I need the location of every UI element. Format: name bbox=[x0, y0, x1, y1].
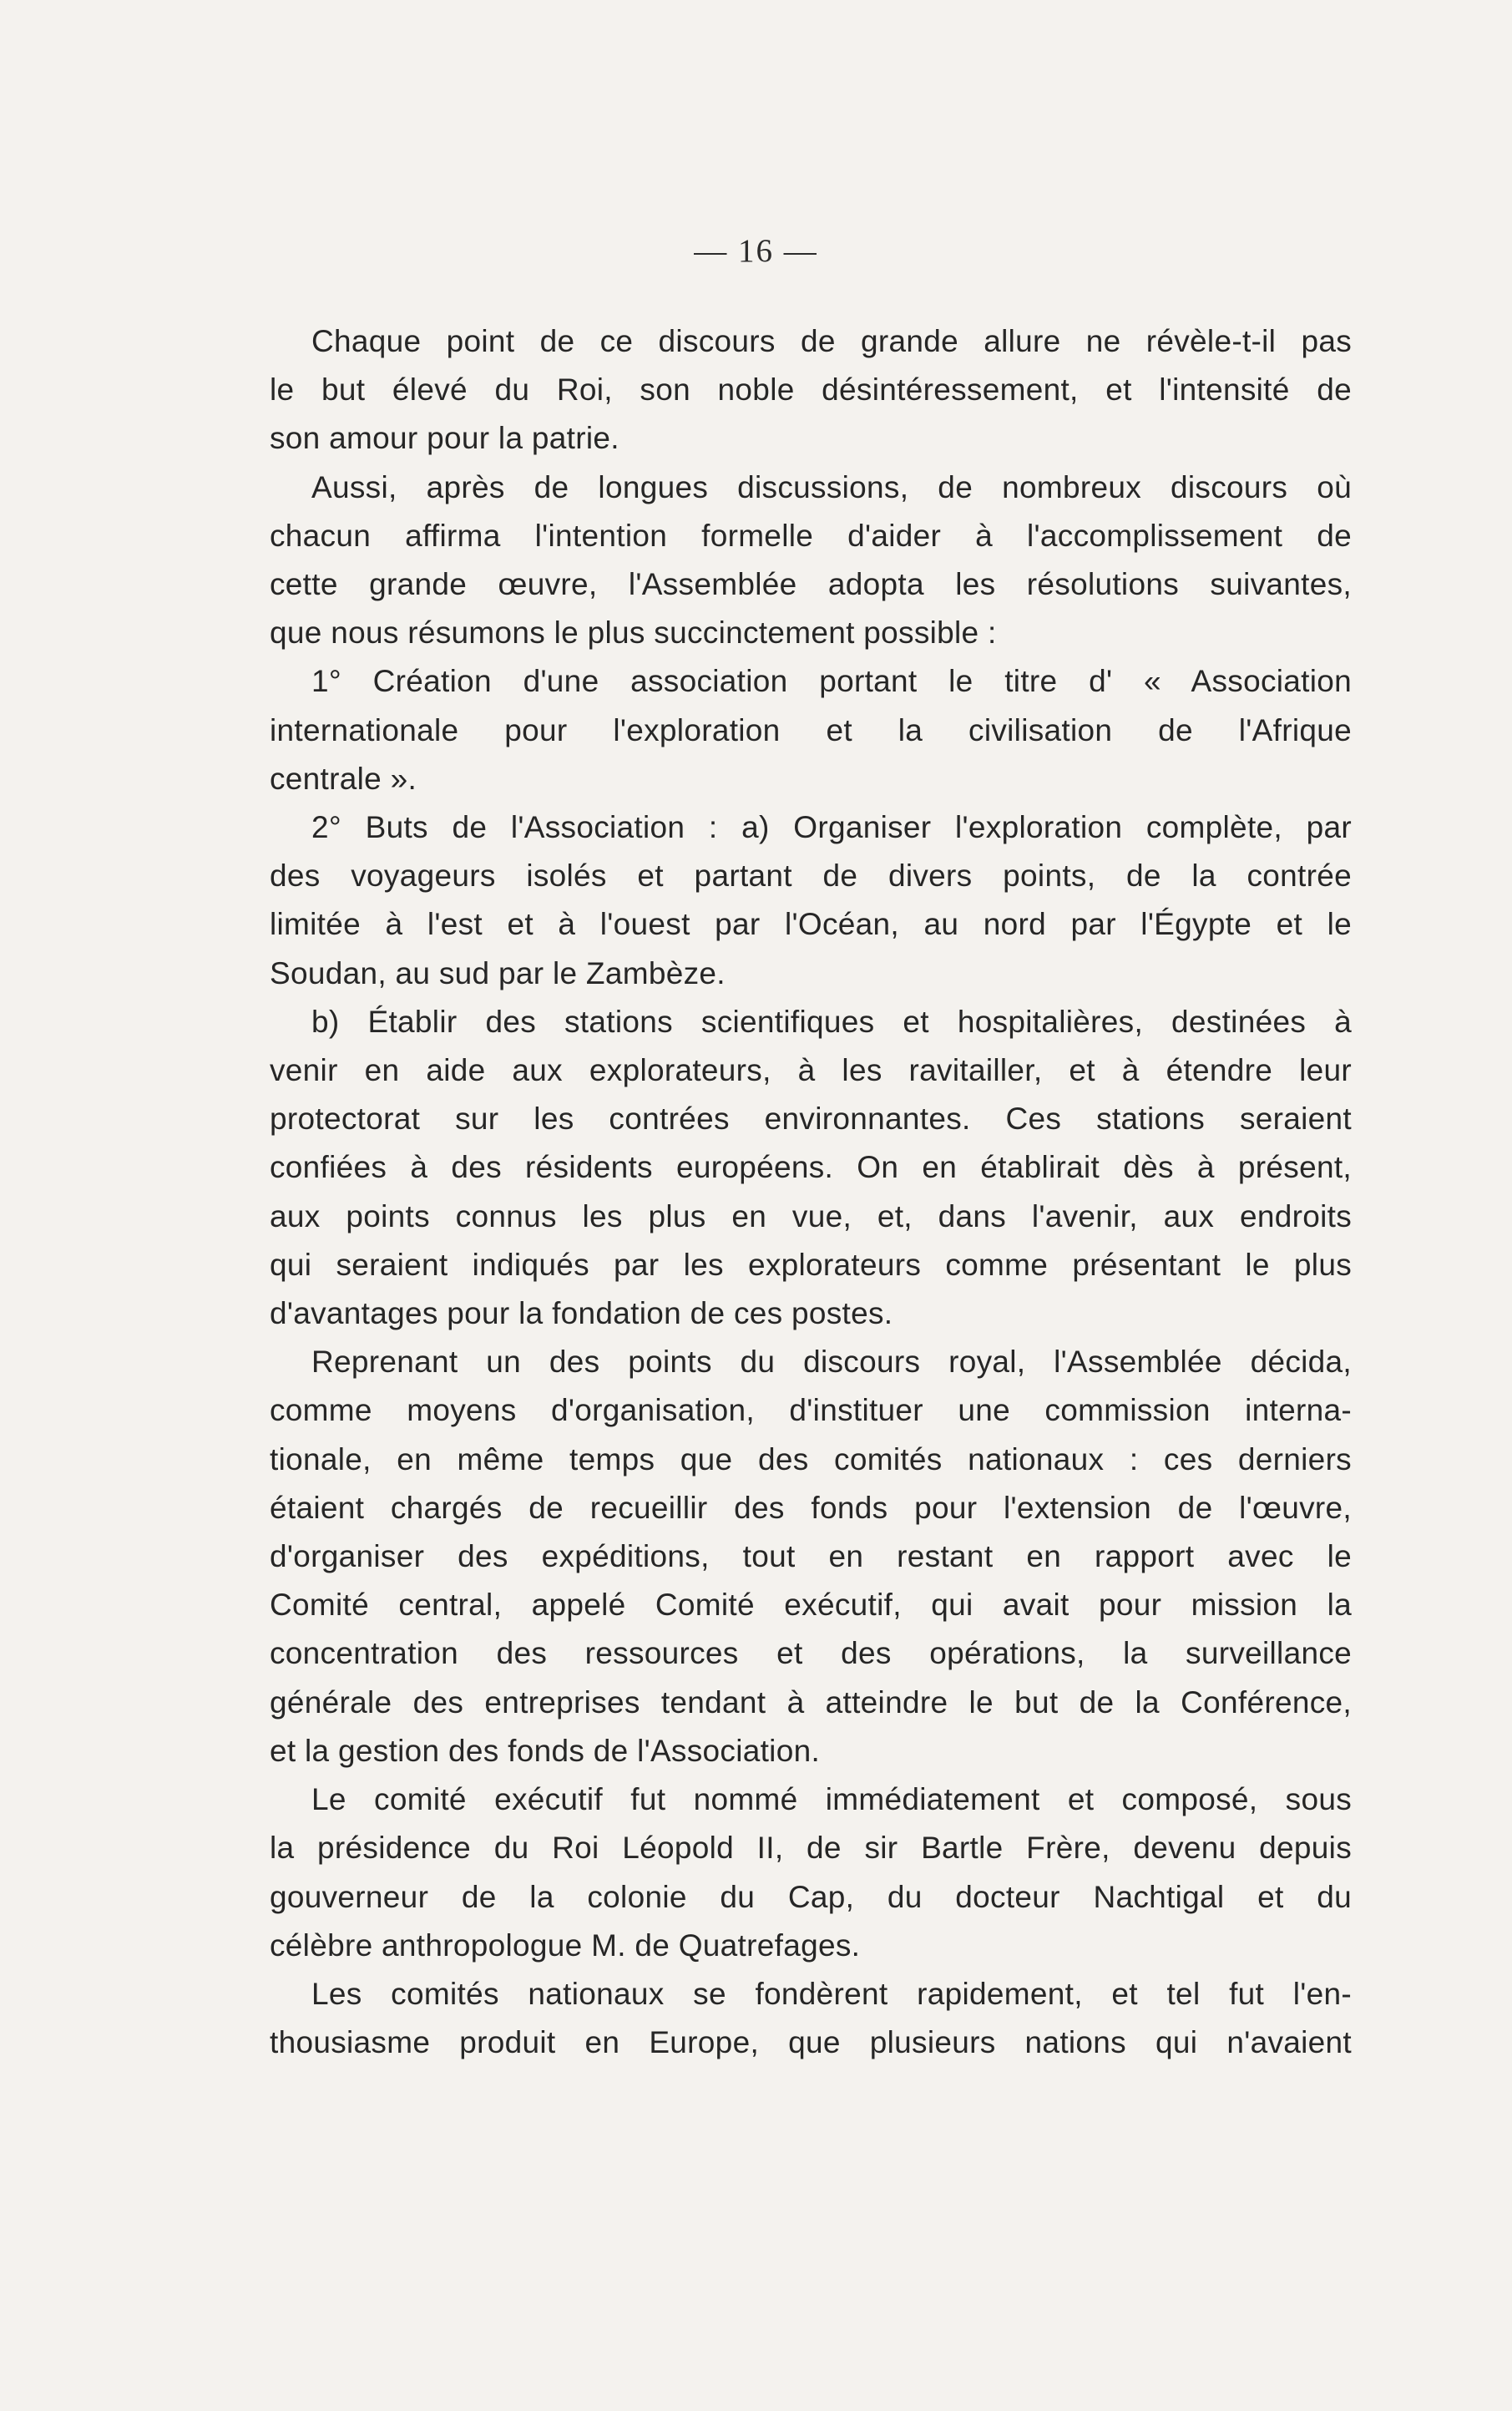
text-line: qui seraient indiqués par les explorateurs comme présentant le plus bbox=[270, 1247, 1352, 1282]
text-line: gouverneur de la colonie du Cap, du docteur Nachtigal et du bbox=[270, 1879, 1352, 1914]
text-line: étaient chargés de recueillir des fonds pour l'extension de l'œuvre, bbox=[270, 1490, 1352, 1525]
text-line: venir en aide aux explorateurs, à les ravitailler, et à étendre leur bbox=[270, 1053, 1352, 1088]
paragraph bbox=[270, 657, 1352, 803]
text-line: d'organiser des expéditions, tout en restant en rapport avec le bbox=[270, 1539, 1352, 1574]
text-line: que nous résumons le plus succinctement possible : bbox=[270, 615, 997, 651]
text-line: chacun affirma l'intention formelle d'aider à l'accomplissement de bbox=[270, 518, 1352, 553]
text-line: Le comité exécutif fut nommé immédiatement et composé, sous bbox=[311, 1782, 1352, 1817]
text-line: confiées à des résidents européens. On en établirait dès à présent, bbox=[270, 1150, 1352, 1185]
text-line: Les comités nationaux se fondèrent rapidement, et tel fut l'en- bbox=[311, 1976, 1352, 2011]
text-line: comme moyens d'organisation, d'instituer une commission interna- bbox=[270, 1393, 1352, 1428]
paragraph bbox=[270, 463, 1352, 658]
text-line: cette grande œuvre, l'Assemblée adopta les résolutions suivantes, bbox=[270, 567, 1352, 602]
body-text bbox=[270, 317, 1352, 2067]
text-line: limitée à l'est et à l'ouest par l'Océan, au nord par l'Égypte et le bbox=[270, 907, 1352, 942]
text-line: Comité central, appelé Comité exécutif, qui avait pour mission la bbox=[270, 1588, 1352, 1623]
paragraph bbox=[270, 1338, 1352, 1775]
text-line: concentration des ressources et des opérations, la surveillance bbox=[270, 1636, 1352, 1671]
text-line: son amour pour la patrie. bbox=[270, 421, 619, 456]
text-line: des voyageurs isolés et partant de divers points, de la contrée bbox=[270, 859, 1352, 894]
text-line: générale des entreprises tendant à atteindre le but de la Conférence, bbox=[270, 1684, 1352, 1720]
page-number: — 16 — bbox=[694, 233, 818, 269]
text-line: d'avantages pour la fondation de ces postes. bbox=[270, 1296, 893, 1331]
paragraph bbox=[270, 1775, 1352, 1970]
text-line: Aussi, après de longues discussions, de nombreux discours où bbox=[311, 469, 1352, 504]
text-line: protectorat sur les contrées environnantes. Ces stations seraient bbox=[270, 1102, 1352, 1137]
paragraph bbox=[270, 317, 1352, 463]
text-line: Reprenant un des points du discours royal, l'Assemblée décida, bbox=[311, 1345, 1352, 1380]
text-line: 2° Buts de l'Association : a) Organiser l'exploration complète, par bbox=[311, 810, 1352, 845]
text-line: et la gestion des fonds de l'Association. bbox=[270, 1733, 821, 1768]
paragraph bbox=[270, 803, 1352, 998]
text-line: thousiasme produit en Europe, que plusieurs nations qui n'avaient bbox=[270, 2025, 1352, 2060]
text-line: 1° Création d'une association portant le titre d' « Association bbox=[311, 664, 1352, 699]
text-line: Soudan, au sud par le Zambèze. bbox=[270, 955, 726, 990]
text-line: centrale ». bbox=[270, 761, 417, 796]
text-line: la présidence du Roi Léopold II, de sir Bartle Frère, devenu depuis bbox=[270, 1831, 1352, 1866]
text-line: internationale pour l'exploration et la civilisation de l'Afrique bbox=[270, 712, 1352, 747]
paragraph bbox=[270, 1970, 1352, 2067]
text-line: b) Établir des stations scientifiques et hospitalières, destinées à bbox=[311, 1004, 1352, 1039]
text-line: le but élevé du Roi, son noble désintéressement, et l'intensité de bbox=[270, 372, 1352, 408]
text-line: tionale, en même temps que des comités nationaux : ces derniers bbox=[270, 1441, 1352, 1476]
paragraph bbox=[270, 998, 1352, 1338]
text-line: Chaque point de ce discours de grande allure ne révèle-t-il pas bbox=[311, 324, 1352, 358]
text-line: célèbre anthropologue M. de Quatrefages. bbox=[270, 1927, 861, 1963]
text-line: aux points connus les plus en vue, et, dans l'avenir, aux endroits bbox=[270, 1198, 1352, 1233]
